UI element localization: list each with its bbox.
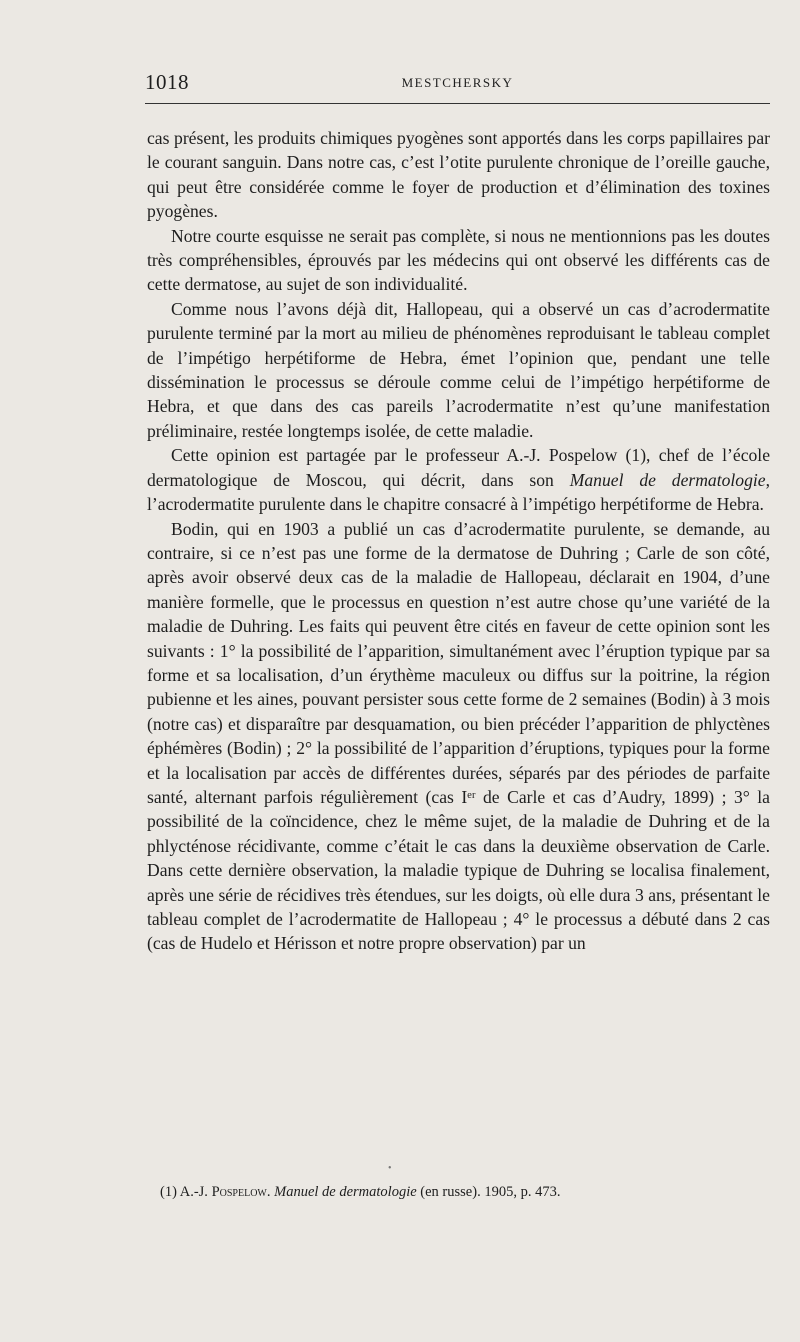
page-header: [145, 70, 770, 100]
footnote-title: Manuel de dermatologie: [274, 1184, 417, 1200]
paragraph-4: [147, 443, 770, 516]
footnote-rest: (en russe). 1905, p. 473.: [416, 1184, 561, 1200]
body-text: [147, 126, 770, 956]
footnote-sep: .: [266, 1184, 275, 1200]
footnote-marker: (1) A.-J.: [160, 1184, 212, 1200]
paragraph-1: cas présent, les produits chimiques pyogènes sont apportés dans les corps papillaires par le courant sanguin. Dans notre cas, c’est l’otite purulente chronique de l’oreille gauche, qui peut être considérée comme le foyer de production et d’élimination des toxines pyogènes.: [147, 128, 770, 222]
header-rule: [145, 103, 770, 104]
page-number: 1018: [145, 70, 189, 94]
footnote-author: Pospelow: [211, 1184, 267, 1200]
paragraph-3: Comme nous l’avons déjà dit, Hallopeau, qui a observé un cas d’acrodermatite purulente terminé par la mort au milieu de phénomènes reproduisant le tableau complet de l’impétigo herpétiforme de Hebra, émet l’opinion que, pendant une telle dissémination le processus se déroule comme celui de l’impétigo herpétiforme de Hebra, et que dans des cas pareils l’acrodermatite n’est qu’une manifestation préliminaire, restée longtemps isolée, de cette maladie.: [147, 298, 770, 441]
book-title-italic: Manuel de dermatologie: [569, 469, 766, 490]
paragraph-4-text-before: Cette opinion est partagée par le professeur A.-J. Pospelow (1), chef de l’école dermatologique de Moscou, qui décrit, dans son: [147, 445, 770, 490]
footnote: [160, 1182, 760, 1202]
footnote-separator-mark: •: [388, 1163, 392, 1174]
paragraph-5: Bodin, qui en 1903 a publié un cas d’acrodermatite purulente, se demande, au contraire, si ce n’est pas une forme de la dermatose de Duhring ; Carle de son côté, après avoir observé deux cas de la maladie de Hallopeau, déclarait en 1904, d’une manière formelle, que le processus en question n’est autre chose qu’une variété de la maladie de Duhring. Les faits qui peuvent être cités en faveur de cette opinion sont les suivants : 1° la possibilité de l’apparition, simultanément avec l’éruption typique par sa forme et sa localisation, d’un érythème maculeux ou diffus sur la poitrine, la région pubienne et les aines, pouvant persister sous cette forme de 2 semaines (Bodin) à 3 mois (notre cas) et disparaître par desquamation, ou bien précéder l’apparition de phlyctènes éphémères (Bodin) ; 2° la possibilité de l’apparition d’éruptions, typiques pour la forme et la localisation par accès de différentes durées, séparés par des périodes de parfaite santé, alternant parfois régulièrement (cas Iᵉʳ de Carle et cas d’Audry, 1899) ; 3° la possibilité de la coïncidence, chez le même sujet, de la maladie de Duhring et de la phlycténose récidivante, comme c’était le cas dans la deuxième observation de Carle. Dans cette dernière observation, la maladie typique de Duhring se localisa finalement, après une série de récidives très étendues, sur les doigts, où elle dura 3 ans, présentant le tableau complet de l’acrodermatite de Hallopeau ; 4° le processus a débuté dans 2 cas (cas de Hudelo et Hérisson et notre propre observation) par un: [147, 518, 770, 954]
running-title: MESTCHERSKY: [401, 75, 514, 90]
paragraph-4-text-after: , l’acrodermatite purulente dans le chapitre consacré à l’impétigo herpétiforme de Hebra.: [147, 469, 770, 515]
paragraph-2: Notre courte esquisse ne serait pas complète, si nous ne mentionnions pas les doutes très compréhensibles, éprouvés par les médecins qui ont observé les différents cas de cette dermatose, au sujet de son individualité.: [147, 225, 770, 295]
